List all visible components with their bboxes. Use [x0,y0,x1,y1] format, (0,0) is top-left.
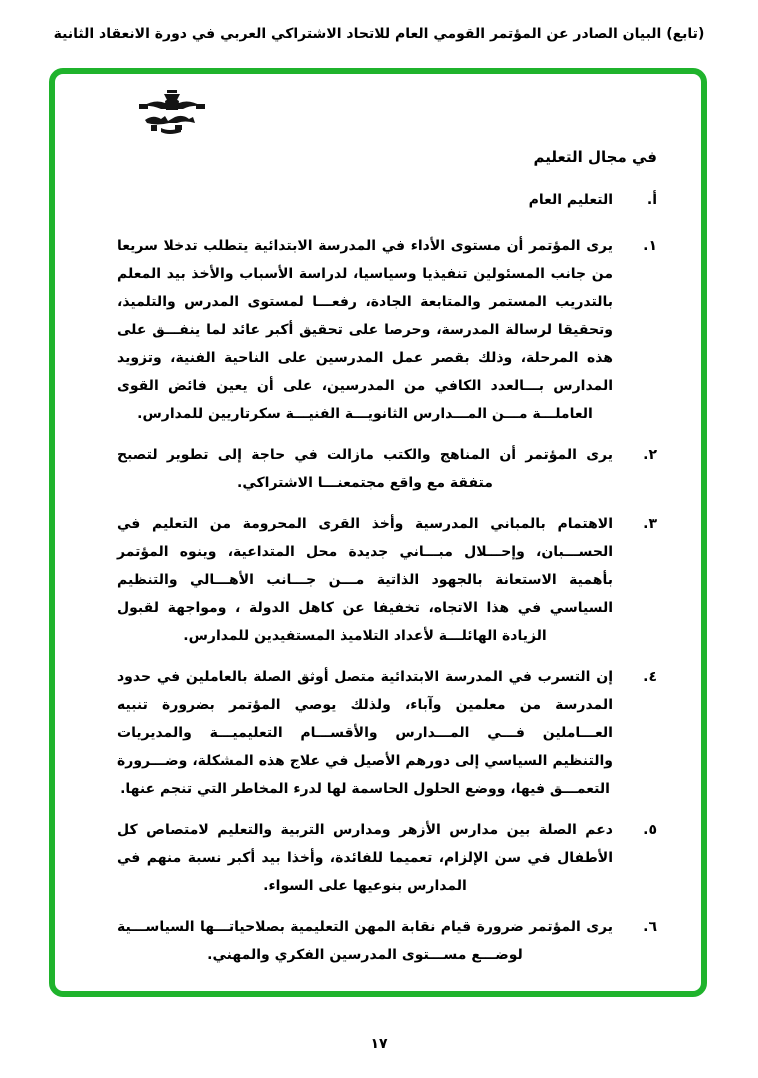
subsection-letter: أ. [646,192,657,208]
item-text: الاهتمام بالمباني المدرسية وأخذ القرى المحرومة من التعليم في الحســـبان، وإحـــلال مبـــاني جديدة محل المتداعية، وينوه المؤتمر بأهمية الاستعانة بالجهود الذاتية مـــن جـــانب الأهـــالي والتنظيم السياسي في هذا الاتجاه، تخفيفا عن كاهل الدولة ، ومواجهة لقبول الزيادة الهائلـــة لأعداد التلاميذ المستفيدين للمدارس. [117,516,613,644]
item-text: إن التسرب في المدرسة الابتدائية متصل أوثق الصلة بالعاملين في حدود المدرسة من معلمين وآباء، ولذلك يوصي المؤتمر بضرورة تنبيه العـــاملين فـــي المـــدارس والأقســـام التعليميـــة والمديريات والتنظيم السياسي إلى دورهم الأصيل في علاج هذه المشكلة، وضـــرورة التعمـــق فيها، ووضع الحلول الحاسمة لها لدرء المخاطر التي تنجم عنها. [117,669,613,797]
list-item [117,232,657,428]
item-number: ٢. [643,447,657,463]
subsection-title: التعليم العام [528,192,613,208]
item-text: يرى المؤتمر ضرورة قيام نقابة المهن التعليمية بصلاحياتـــها السياســـية لوضـــع مســـتوى المدرسين الفكري والمهني. [117,919,613,963]
green-border-frame [49,68,707,997]
list-item [117,663,657,803]
item-text: يرى المؤتمر أن مستوى الأداء في المدرسة الابتدائية يتطلب تدخلا سريعا من جانب المسئولين تنفيذيا وسياسيا، لدراسة الأسباب والأخذ بيد المعلم بالتدريب المستمر والمتابعة الجادة، رفعـــا لمستوى المدرس والتلميذ، وتحقيقا لرسالة المدرسة، وحرصا على تحقيق أكبر عائد لما ينفـــق على هذه المرحلة، وذلك بقصر عمل المدرسين على الناحية الفنية، وتزويد المدارس بـــالعدد الكافي من المدرسين، على أن يعين فائض القوى العاملـــة مـــن المـــدارس الثانويـــة الفنيـــة سكرتاريين للمدارس. [117,238,613,422]
item-number: ٤. [643,669,657,685]
list-item [117,913,657,969]
list-item [117,441,657,497]
numbered-list [117,232,657,969]
page-number: ١٧ [370,1036,388,1052]
item-text: دعم الصلة بين مدارس الأزهر ومدارس التربية والتعليم لامتصاص كل الأطفال في سن الإلزام، تعميما للفائدة، وأخذا بيد أكبر نسبة منهم في المدارس بنوعيها على السواء. [117,822,613,894]
item-number: ١. [643,238,657,254]
item-number: ٣. [643,516,657,532]
item-text: يرى المؤتمر أن المناهج والكتب مازالت في حاجة إلى تطوير لتصبح متفقة مع واقع مجتمعنـــا الاشتراكي. [117,447,613,491]
stamp-area [117,84,657,146]
page-header-title: (تابع) البيان الصادر عن المؤتمر القومي العام للاتحاد الاشتراكي العربي في دورة الانعقاد الثانية [53,26,705,42]
list-item [117,510,657,650]
section-heading: في مجال التعليم [533,148,657,166]
subsection-heading [117,192,657,208]
list-item [117,816,657,900]
frame-content [55,74,701,991]
ink-stamp-emblem-icon [131,131,211,150]
item-number: ٦. [643,919,657,935]
item-number: ٥. [643,822,657,838]
